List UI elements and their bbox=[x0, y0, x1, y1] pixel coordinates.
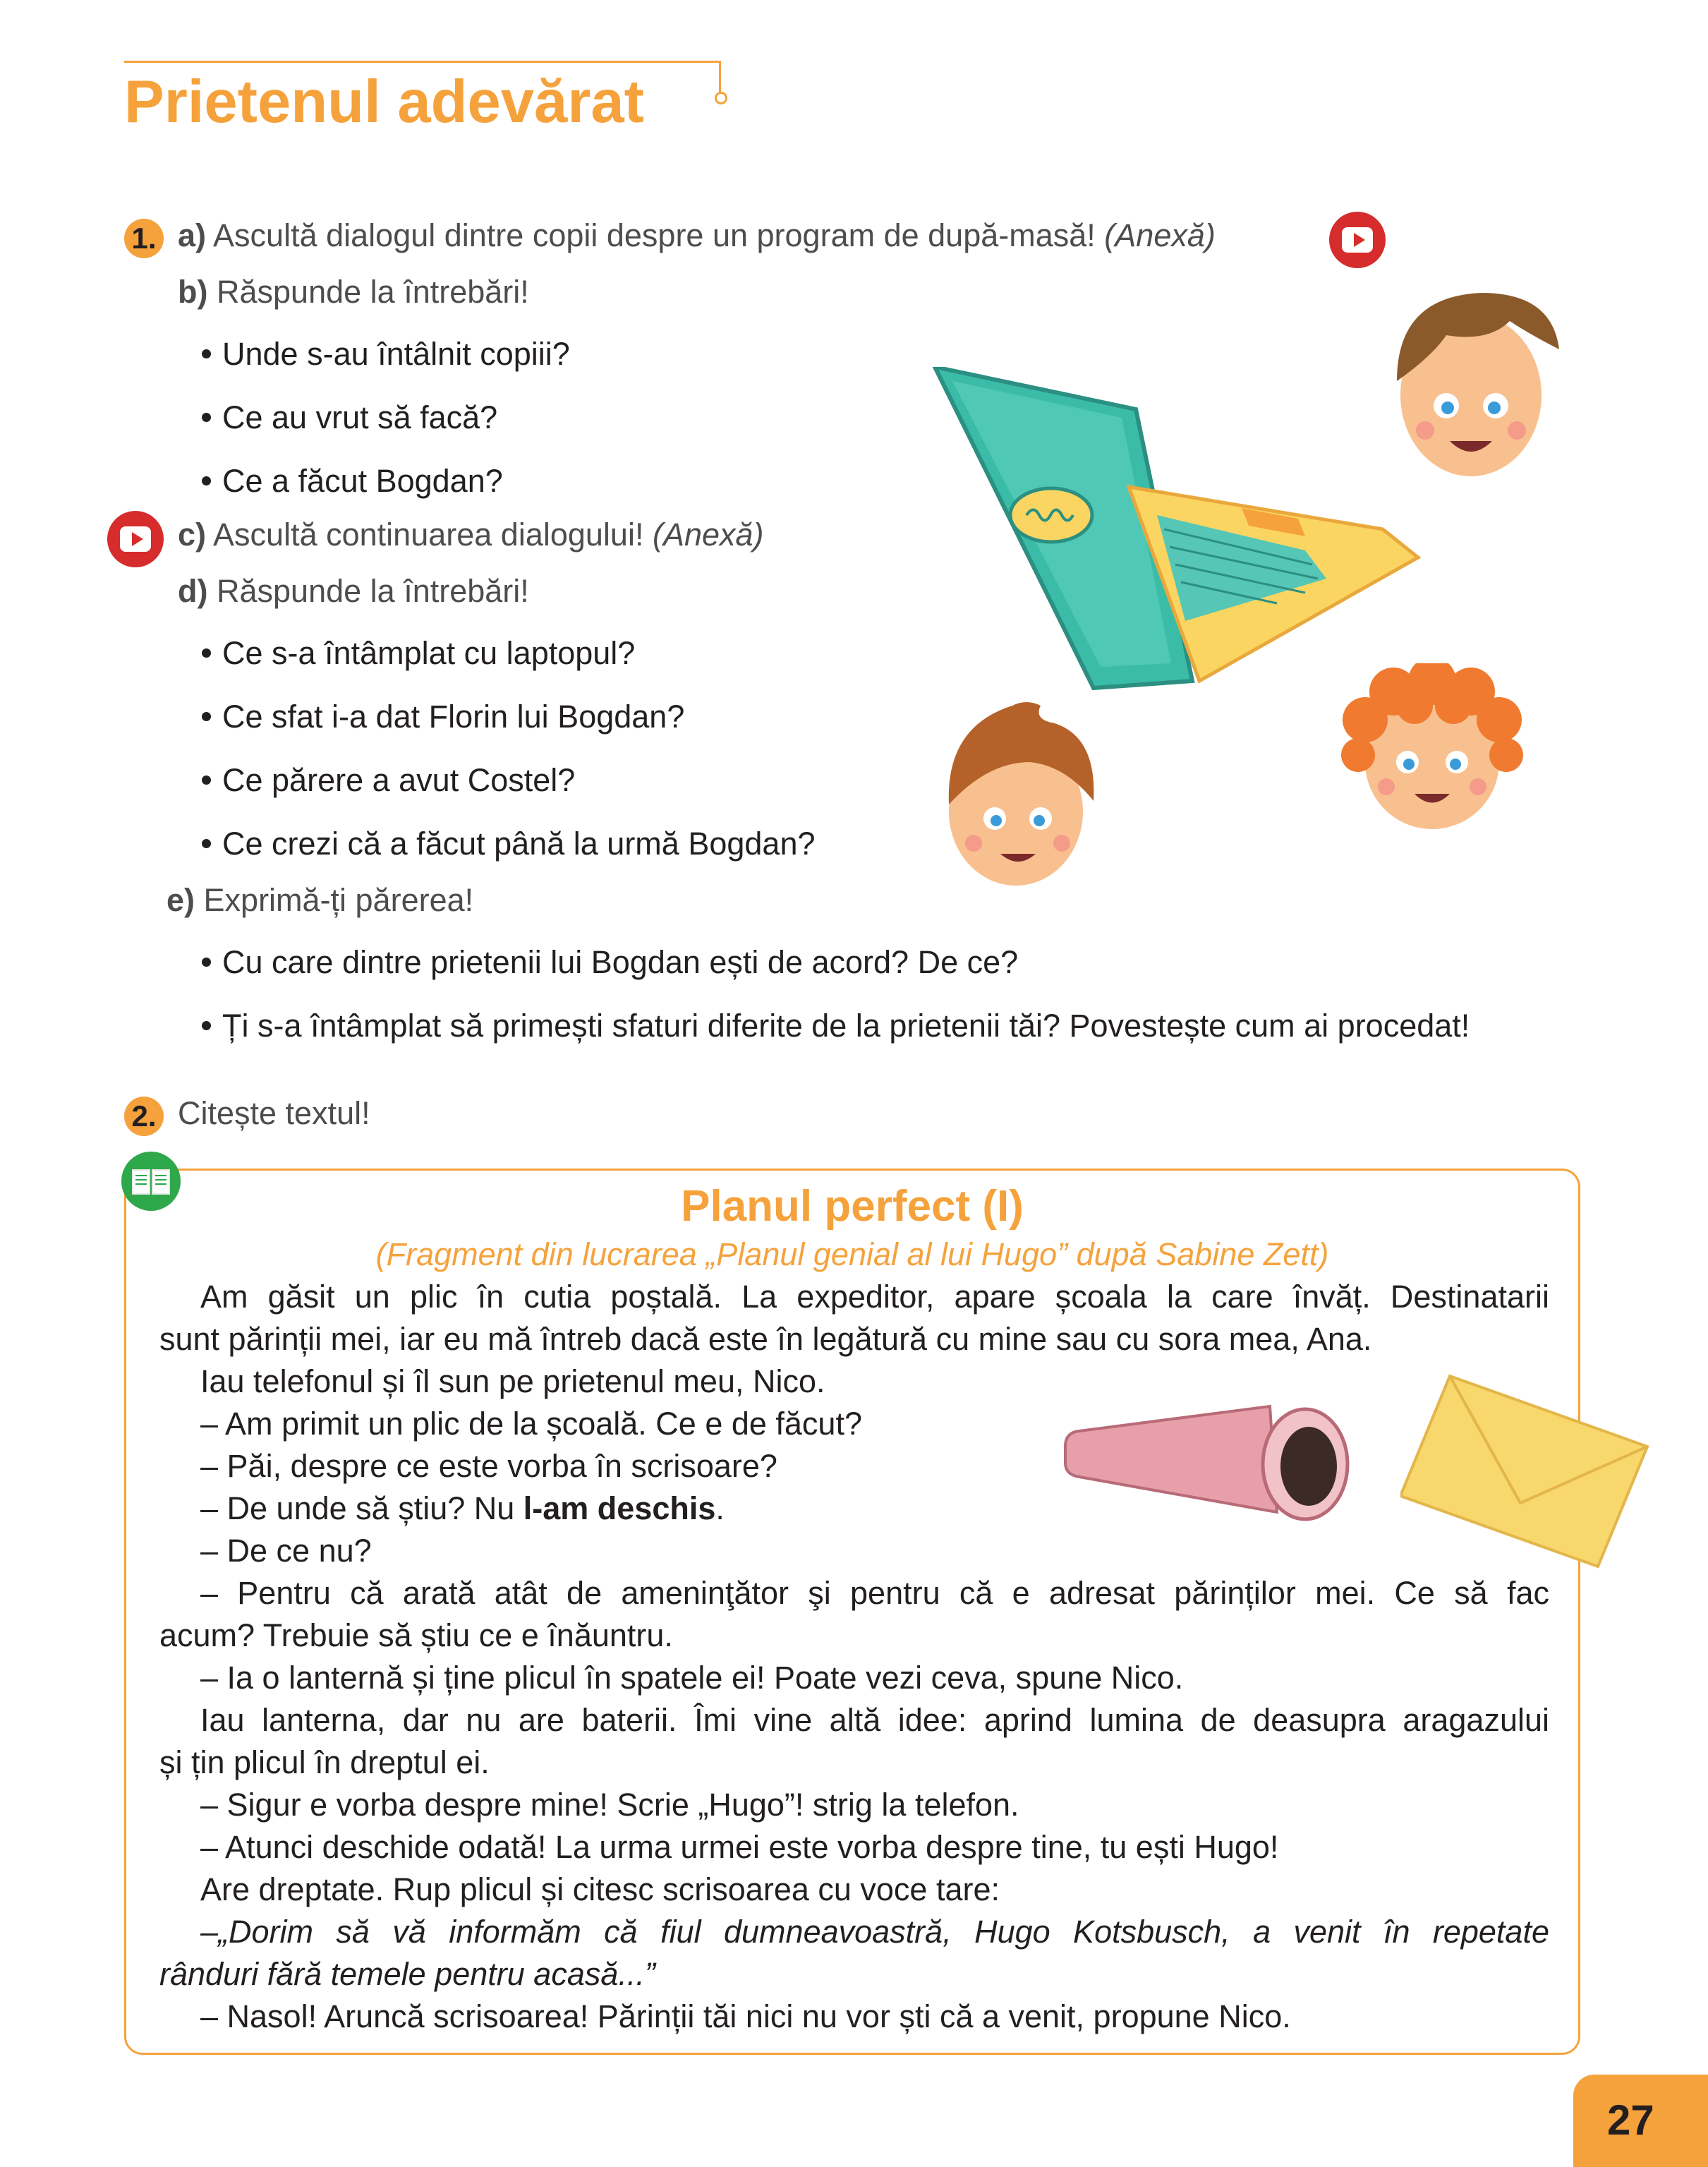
bullet-icon bbox=[202, 958, 211, 967]
question-text: Ți s-a întâmplat să primești sfaturi diferite de la prietenii tăi? Povestește cum ai procedat! bbox=[222, 1008, 1470, 1044]
bullet-icon bbox=[202, 413, 211, 422]
ex1-a bbox=[178, 217, 1216, 254]
story-line: – Ia o lanternă și ține plicul în spatele ei! Poate vezi ceva, spune Nico. bbox=[200, 1660, 1184, 1696]
story-line: – Nasol! Aruncă scrisoarea! Părinții tăi nici nu vor ști că a venit, propune Nico. bbox=[200, 1998, 1291, 2034]
exercise-2-number: 2. bbox=[124, 1097, 164, 1136]
bullet-icon bbox=[202, 712, 211, 721]
bullet-icon bbox=[202, 648, 211, 658]
bullet-icon bbox=[202, 775, 211, 785]
laptop-illustration bbox=[931, 367, 1425, 692]
question-item bbox=[202, 635, 635, 672]
ex1-a-text: Ascultă dialogul dintre copii despre un program de după-masă! bbox=[213, 217, 1096, 253]
brown-haired-boy-face-illustration bbox=[938, 699, 1101, 889]
ex1-b bbox=[178, 274, 529, 310]
question-item bbox=[202, 699, 684, 735]
story-line: Iau telefonul și îl sun pe prietenul meu, Nico. bbox=[200, 1363, 825, 1399]
story-line: – Atunci deschide odată! La urma urmei este vorba despre tine, tu ești Hugo! bbox=[200, 1829, 1279, 1865]
ex1-e-text: Exprimă-ți părerea! bbox=[203, 882, 474, 918]
question-item bbox=[202, 336, 570, 373]
story-line bbox=[159, 1487, 1590, 1530]
story-line: – Pentru că arată atât de ameninţător şi pentru că e adresat părinților mei. Ce să fac bbox=[200, 1575, 1549, 1611]
ex1-b-text: Răspunde la întrebări! bbox=[217, 274, 529, 310]
page-number: 27 bbox=[1607, 2096, 1654, 2144]
page-title: Prietenul adevărat bbox=[124, 68, 644, 135]
play-audio-icon[interactable] bbox=[1329, 212, 1386, 268]
exercise-1-number: 1. bbox=[124, 219, 164, 258]
bullet-icon bbox=[202, 1021, 211, 1030]
story-subtitle: (Fragment din lucrarea „Planul genial al lui Hugo” după Sabine Zett) bbox=[375, 1236, 1329, 1272]
boy-face-illustration bbox=[1383, 289, 1566, 480]
story-line: – Am primit un plic de la școală. Ce e de făcut? bbox=[200, 1406, 862, 1442]
title-rule-dot bbox=[715, 92, 727, 104]
story-title: Planul perfect (I) bbox=[681, 1182, 1024, 1231]
question-item bbox=[202, 463, 503, 500]
story-line: – De ce nu? bbox=[200, 1533, 372, 1569]
story-line: –„Dorim să vă informăm că fiul dumneavoastră, Hugo Kotsbusch, a venit în repetate bbox=[200, 1914, 1549, 1950]
story-line: Iau lanterna, dar nu are baterii. Îmi vine altă idee: aprind lumina de deasupra aragazului bbox=[200, 1702, 1549, 1738]
question-item bbox=[202, 1008, 1470, 1044]
ex1-b-label: b) bbox=[178, 274, 208, 310]
ex1-d bbox=[178, 573, 529, 610]
story-line: – Sigur e vorba despre mine! Scrie „Hugo”! strig la telefon. bbox=[200, 1787, 1019, 1823]
story-line: Am găsit un plic în cutia poștală. La expeditor, apare școala la care învăț. Destinatarii bbox=[200, 1279, 1549, 1315]
ex1-e bbox=[166, 882, 473, 919]
story-line: sunt părinții mei, iar eu mă întreb dacă este în legătură cu mine sau cu sora mea, Ana. bbox=[159, 1321, 1372, 1357]
bullet-icon bbox=[202, 349, 211, 358]
question-text: Ce a făcut Bogdan? bbox=[222, 463, 503, 499]
story-bold-text: l-am deschis bbox=[523, 1490, 716, 1526]
ex1-c bbox=[178, 517, 764, 553]
ex2-instruction: Citește textul! bbox=[178, 1095, 370, 1131]
envelope-illustration bbox=[1400, 1369, 1654, 1574]
question-item bbox=[202, 944, 1018, 981]
question-text: Unde s-au întâlnit copiii? bbox=[222, 336, 570, 372]
question-item bbox=[202, 399, 497, 436]
title-rule-tick bbox=[719, 61, 721, 93]
flashlight-illustration bbox=[1058, 1404, 1355, 1524]
ex1-c-text: Ascultă continuarea dialogului! bbox=[213, 517, 644, 553]
story-line: și țin plicul în dreptul ei. bbox=[159, 1744, 490, 1780]
play-audio-icon[interactable] bbox=[107, 511, 164, 567]
question-text: Ce s-a întâmplat cu laptopul? bbox=[222, 635, 636, 671]
question-item bbox=[202, 762, 575, 799]
story-line: acum? Trebuie să știu ce e înăuntru. bbox=[159, 1617, 673, 1653]
question-text: Ce părere a avut Costel? bbox=[222, 762, 576, 798]
curly-boy-face-illustration bbox=[1337, 663, 1527, 833]
question-text: Ce au vrut să facă? bbox=[222, 399, 498, 435]
story-line: rânduri fără temele pentru acasă...” bbox=[159, 1956, 655, 1992]
page-number-tab bbox=[1573, 2075, 1708, 2167]
ex1-c-annex: (Anexă) bbox=[652, 517, 764, 553]
ex1-d-text: Răspunde la întrebări! bbox=[217, 573, 529, 609]
question-text: Ce crezi că a făcut până la urmă Bogdan? bbox=[222, 826, 816, 862]
question-text: Cu care dintre prietenii lui Bogdan ești de acord? De ce? bbox=[222, 944, 1019, 980]
story-line: Are dreptate. Rup plicul și citesc scrisoarea cu voce tare: bbox=[200, 1871, 1000, 1907]
title-rule bbox=[124, 61, 721, 63]
bullet-icon bbox=[202, 476, 211, 485]
question-text: Ce sfat i-a dat Florin lui Bogdan? bbox=[222, 699, 685, 735]
story-text: – De unde să știu? Nu bbox=[200, 1490, 523, 1526]
question-item bbox=[202, 826, 816, 862]
story-text: . bbox=[715, 1490, 725, 1526]
ex1-e-label: e) bbox=[166, 882, 195, 918]
ex1-a-label: a) bbox=[178, 217, 207, 253]
bullet-icon bbox=[202, 839, 211, 848]
ex1-a-annex: (Anexă) bbox=[1104, 217, 1216, 253]
story-line: – Păi, despre ce este vorba în scrisoare? bbox=[200, 1448, 777, 1484]
ex1-c-label: c) bbox=[178, 517, 207, 553]
ex1-d-label: d) bbox=[178, 573, 208, 609]
